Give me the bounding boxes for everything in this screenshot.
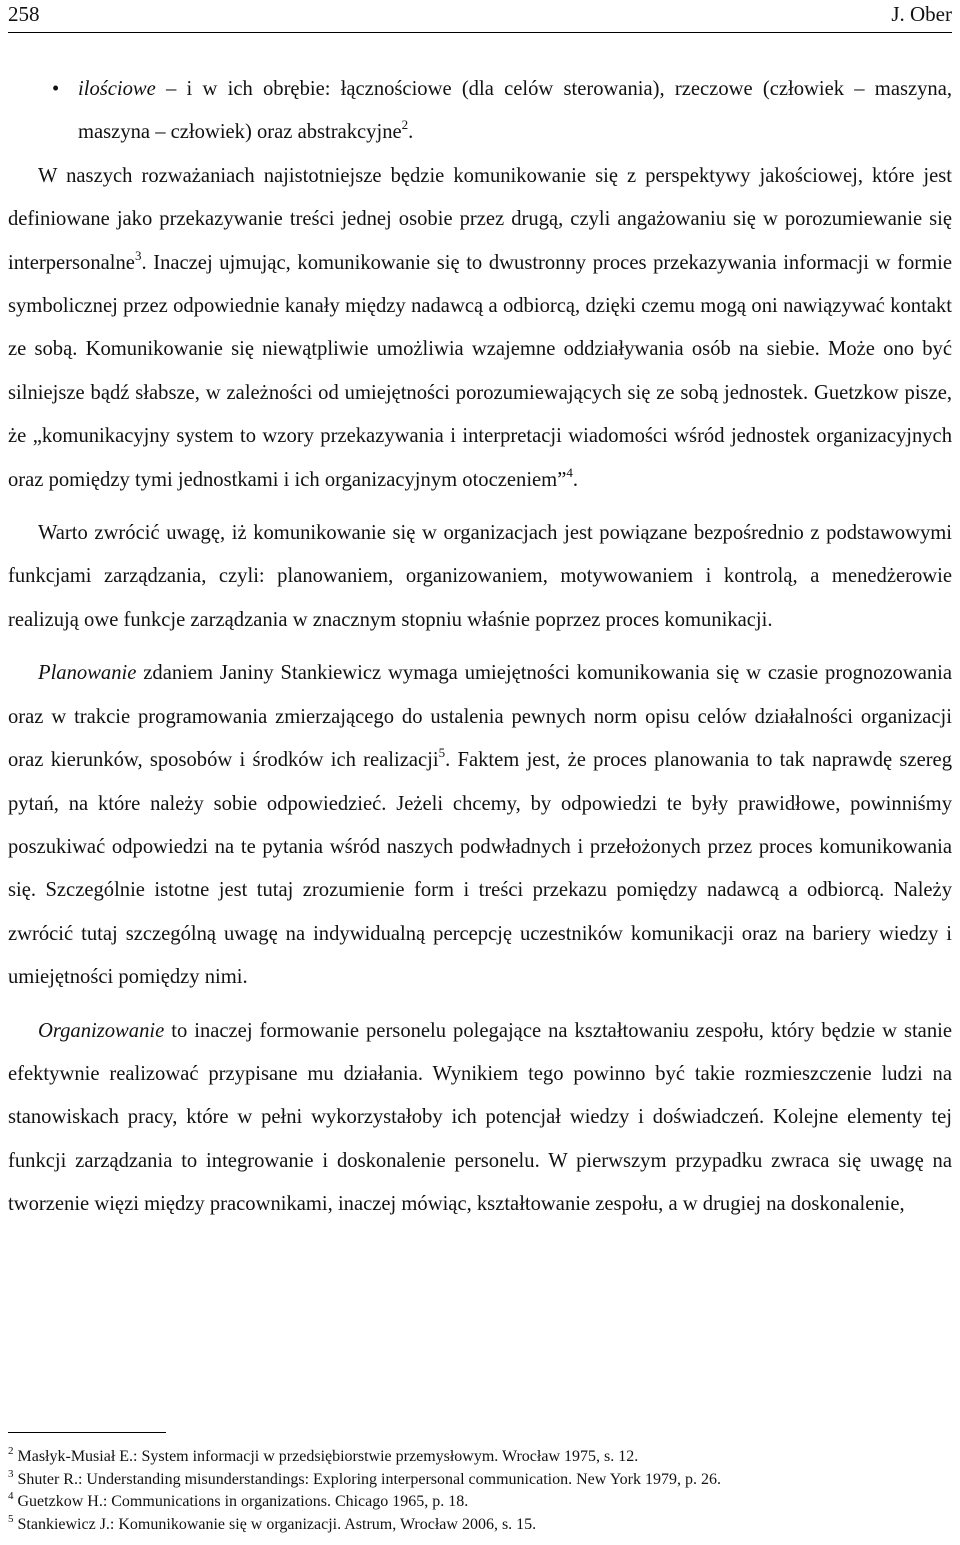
footnote-number: 5 — [8, 1512, 14, 1525]
footnote — [8, 1446, 952, 1469]
paragraph — [8, 652, 952, 999]
paragraph-text: . Inaczej ujmując, komunikowanie się to dwustronny proces przekazywania informacji w formie symbolicznej przez odpowiednie kanały między nadawcą a odbiorcą, dzięki czemu mogą oni nawiązywać kontakt ze sobą. Komunikowanie się niewątpliwie umożliwia wzajemne oddziaływania osób na siebie. Może ono być silniejsze bądź słabsze, w zależności od umiejętności porozumiewających się ze sobą jednostek. Guetzkow pisze, że „komunikacyjny system to wzory przekazywania i interpretacji wiadomości wśród jednostek organizacyjnych oraz pomiędzy tymi jednostkami i ich organizacyjnym otoczeniem” — [8, 251, 952, 491]
running-author: J. Ober — [891, 2, 952, 26]
main-text — [8, 68, 952, 1227]
footnote-text: Shuter R.: Understanding misunderstandings: Exploring interpersonal communication. New York 1979, p. 26. — [17, 1470, 721, 1488]
paragraph-text: Warto zwrócić uwagę, iż komunikowanie się w organizacjach jest powiązane bezpośrednio z podstawowymi funkcjami zarządzania, czyli: planowaniem, organizowaniem, motywowaniem i kontrolą, a menedżerowie realizują owe funkcje zarządzania w znacznym stopniu właśnie poprzez proces komunikacji. — [8, 522, 952, 631]
footnote — [8, 1469, 952, 1492]
paragraph-end: . — [572, 468, 578, 491]
paragraph-term: Planowanie — [38, 662, 137, 685]
paragraph-text: . Faktem jest, że proces planowania to tak naprawdę szereg pytań, na które należy sobie odpowiedzieć. Jeżeli chcemy, by odpowiedzi te były prawidłowe, powinniśmy poszukiwać odpowiedzi na te pytania wśród naszych podwładnych i przełożonych przez proces komunikowania się. Szczególnie istotne jest tutaj zrozumienie form i treści przekazu pomiędzy nadawcą a odbiorcą. Należy zwrócić tutaj szczególną uwagę na indywidualną percepcję uczestników komunikacji oraz na bariery wiedzy i umiejętności pomiędzy nimi. — [8, 749, 952, 989]
footnote-number: 3 — [8, 1467, 14, 1480]
footnote-ref: 2 — [401, 117, 409, 133]
footnotes — [8, 1446, 952, 1536]
paragraph-text: W naszych rozważaniach najistotniejsze będzie komunikowanie się z perspektywy jakościowej, które jest definiowane jako przekazywanie treści jednej osobie przez drugą, czyli angażowaniu się w porozumiewanie się interpersonalne — [8, 164, 952, 274]
footnote — [8, 1514, 952, 1537]
paragraph-text: zdaniem Janiny Stankiewicz wymaga umiejętności komunikowania się w czasie prognozowania oraz w trakcie programowania zmierzającego do ustalenia pewnych norm opisu celów działalności organizacji oraz kierunków, sposobów i środków ich realizacji — [8, 662, 952, 772]
footnote-rule — [8, 1432, 166, 1433]
bullet-item — [8, 68, 952, 155]
footnote-text: Masłyk-Musiał E.: System informacji w przedsiębiorstwie przemysłowym. Wrocław 1975, s. 12. — [17, 1448, 639, 1465]
paragraph — [8, 512, 952, 642]
paragraph — [8, 155, 952, 502]
page-number: 258 — [8, 2, 40, 26]
bullet-end: . — [408, 121, 414, 144]
footnote-number: 2 — [8, 1445, 14, 1457]
paragraph-text: to inaczej formowanie personelu polegające na kształtowaniu zespołu, który będzie w stanie efektywnie realizować przypisane mu działania. Wynikiem tego powinno być takie rozmieszczenie ludzi na stanowiskach pracy, które w pełni wykorzystałoby ich potencjał wiedzy i doświadczeń. Kolejne elementy tej funkcji zarządzania to integrowanie i doskonalenie personelu. W pierwszym przypadku zwraca się uwagę na tworzenie więzi między pracownikami, inaczej mówiąc, kształtowanie zespołu, a w drugiej na doskonalenie, — [8, 1019, 952, 1216]
page-header — [8, 0, 952, 32]
bullet-term: ilościowe — [78, 78, 156, 100]
footnote-number: 4 — [8, 1490, 14, 1502]
footnote-text: Guetzkow H.: Communications in organizations. Chicago 1965, p. 18. — [17, 1493, 469, 1510]
paragraph — [8, 1010, 952, 1227]
footnote-ref: 4 — [566, 464, 573, 480]
footnote-ref: 3 — [134, 247, 142, 263]
paragraph-term: Organizowanie — [38, 1019, 165, 1042]
bullet-text: – i w ich obrębie: łącznościowe (dla celów sterowania), rzeczowe (człowiek – maszyna, maszyna – człowiek) oraz abstrakcyjne — [78, 78, 952, 144]
bullet-icon: • — [52, 78, 60, 100]
footnote-ref: 5 — [438, 745, 446, 761]
footnote-text: Stankiewicz J.: Komunikowanie się w organizacji. Astrum, Wrocław 2006, s. 15. — [17, 1515, 537, 1533]
header-rule — [8, 32, 952, 33]
footnote — [8, 1491, 952, 1514]
